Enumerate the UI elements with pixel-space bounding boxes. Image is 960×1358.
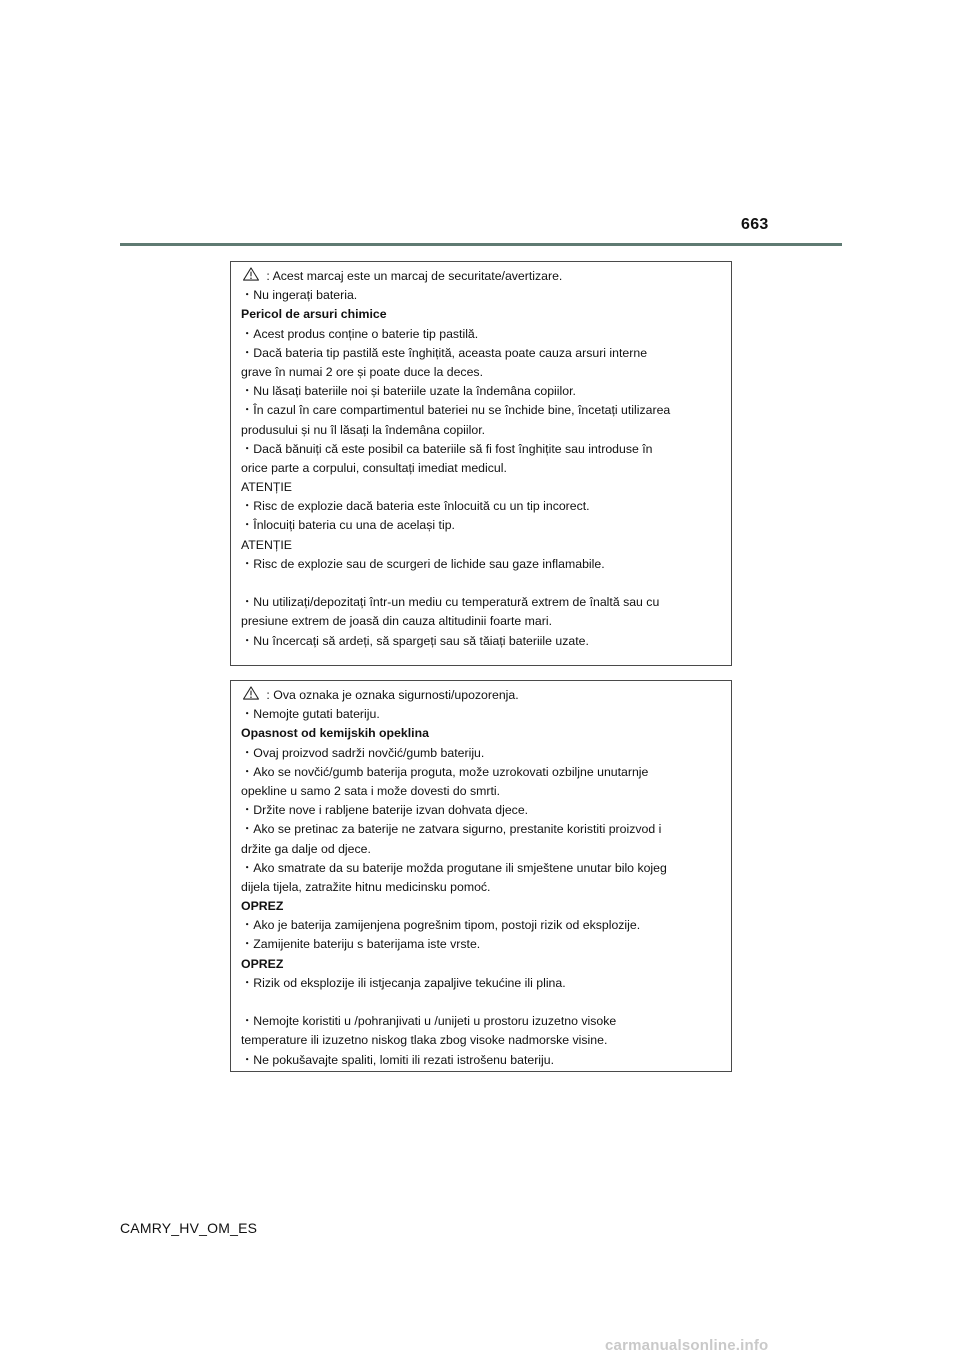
line-text: opekline u samo 2 sata i može dovesti do smrti. — [241, 783, 501, 798]
line-text: ・Ako se novčić/gumb baterija proguta, može uzrokovati ozbiljne unutarnje — [241, 764, 649, 779]
line-text: ・Dacă bănuiți că este posibil ca bateriile să fi fost înghițite sau introduse în — [241, 441, 653, 456]
line-text: ・Nemojte koristiti u /pohranjivati u /unijeti u prostoru izuzetno visoke — [241, 1014, 617, 1029]
line-text: grave în numai 2 ore și poate duce la deces. — [241, 364, 483, 379]
line-text: ・Nu lăsați bateriile noi și bateriile uzate la îndemâna copiilor. — [241, 384, 576, 399]
line-text: ・Ne pokušavajte spaliti, lomiti ili rezati istrošenu bateriju. — [241, 1052, 555, 1067]
line-text: OPREZ — [241, 899, 284, 914]
header-rule — [120, 243, 842, 246]
warning-line — [241, 516, 723, 535]
line-text: OPREZ — [241, 956, 284, 971]
warning-line — [241, 325, 723, 344]
line-text: : Ova oznaka je oznaka sigurnosti/upozorenja. — [263, 688, 519, 702]
warning-line — [241, 459, 723, 478]
document-code: CAMRY_HV_OM_ES — [120, 1220, 258, 1236]
line-text: presiune extrem de joasă din cauza altitudinii foarte mari. — [241, 614, 553, 629]
line-text: ・Držite nove i rabljene baterije izvan dohvata djece. — [241, 803, 529, 818]
warning-line — [241, 1051, 723, 1070]
warning-line — [241, 344, 723, 363]
page-number: 663 — [741, 216, 769, 233]
section-heading — [241, 897, 723, 916]
line-text: ・Ako je baterija zamijenjena pogrešnim tipom, postoji rizik od eksplozije. — [241, 918, 641, 933]
line-text: ・Dacă bateria tip pastilă este înghițită, aceasta poate cauza arsuri interne — [241, 345, 648, 360]
warning-text-croatian — [241, 686, 723, 1070]
warning-box-croatian — [230, 680, 732, 1072]
line-text: ・Nu utilizați/depozitați într-un mediu cu temperatură extrem de înaltă sau cu — [241, 595, 660, 610]
line-text: ATENȚIE — [241, 480, 293, 495]
line-text: ・În cazul în care compartimentul bateriei nu se închide bine, încetați utilizarea — [241, 403, 671, 418]
warning-line — [241, 974, 723, 993]
warning-line — [241, 363, 723, 382]
warning-line — [241, 782, 723, 801]
line-text: ・Înlocuiți bateria cu una de același tip. — [241, 518, 455, 533]
warning-triangle-icon — [242, 267, 260, 281]
warning-line — [241, 744, 723, 763]
warning-line — [241, 859, 723, 878]
line-text: ATENȚIE — [241, 537, 293, 552]
warning-line — [241, 497, 723, 516]
line-text: ・Zamijenite bateriju s baterijama iste vrste. — [241, 937, 481, 952]
line-text: Opasnost od kemijskih opeklina — [241, 726, 429, 741]
line-text: : Acest marcaj este un marcaj de securitate/avertizare. — [263, 269, 563, 283]
line-text: ・Nemojte gutati bateriju. — [241, 707, 380, 722]
line-text: ・Ovaj proizvod sadrži novčić/gumb bateriju. — [241, 745, 485, 760]
warning-line — [241, 705, 723, 724]
line-text: produsului și nu îl lăsați la îndemâna copiilor. — [241, 422, 486, 437]
line-text: ・Risc de explozie sau de scurgeri de lichide sau gaze inflamabile. — [241, 556, 605, 571]
warning-text-romanian — [241, 267, 723, 651]
section-heading — [241, 724, 723, 743]
warning-line — [241, 1031, 723, 1050]
line-text: orice parte a corpului, consultați imediat medicul. — [241, 460, 507, 475]
warning-line — [241, 763, 723, 782]
section-heading — [241, 955, 723, 974]
warning-line — [241, 840, 723, 859]
warning-line — [241, 555, 723, 574]
warning-line — [241, 574, 723, 593]
warning-line — [241, 478, 723, 497]
warning-triangle-icon — [242, 686, 260, 700]
watermark-link[interactable]: carmanualsonline.info — [605, 1337, 769, 1354]
section-heading — [241, 305, 723, 324]
warning-line — [241, 801, 723, 820]
warning-box-romanian — [230, 261, 732, 666]
line-text: ・Ako se pretinac za baterije ne zatvara sigurno, prestanite koristiti proizvod i — [241, 822, 662, 837]
line-text: dijela tijela, zatražite hitnu medicinsku pomoć. — [241, 879, 491, 894]
warning-line — [241, 935, 723, 954]
warning-intro-line — [241, 267, 723, 286]
line-text: ・Acest produs conține o baterie tip pastilă. — [241, 326, 479, 341]
line-text: ・Risc de explozie dacă bateria este înlocuită cu un tip incorect. — [241, 499, 590, 514]
warning-line — [241, 632, 723, 651]
warning-line — [241, 820, 723, 839]
line-text: temperature ili izuzetno niskog tlaka zbog visoke nadmorske visine. — [241, 1033, 608, 1048]
line-text: ・Nu ingerați bateria. — [241, 288, 358, 303]
warning-line — [241, 593, 723, 612]
warning-line — [241, 382, 723, 401]
warning-line — [241, 286, 723, 305]
warning-line — [241, 421, 723, 440]
line-text: držite ga dalje od djece. — [241, 841, 371, 856]
line-text: ・Ako smatrate da su baterije možda progutane ili smještene unutar bilo kojeg — [241, 860, 667, 875]
line-text: Pericol de arsuri chimice — [241, 307, 387, 322]
line-text: ・Rizik od eksplozije ili istjecanja zapaljive tekućine ili plina. — [241, 975, 566, 990]
warning-line — [241, 993, 723, 1012]
warning-line — [241, 878, 723, 897]
line-text: ・Nu încercați să ardeți, să spargeți sau să tăiați bateriile uzate. — [241, 633, 589, 648]
warning-intro-line — [241, 686, 723, 705]
warning-line — [241, 440, 723, 459]
warning-line — [241, 612, 723, 631]
warning-line — [241, 916, 723, 935]
warning-line — [241, 536, 723, 555]
warning-line — [241, 401, 723, 420]
warning-line — [241, 1012, 723, 1031]
